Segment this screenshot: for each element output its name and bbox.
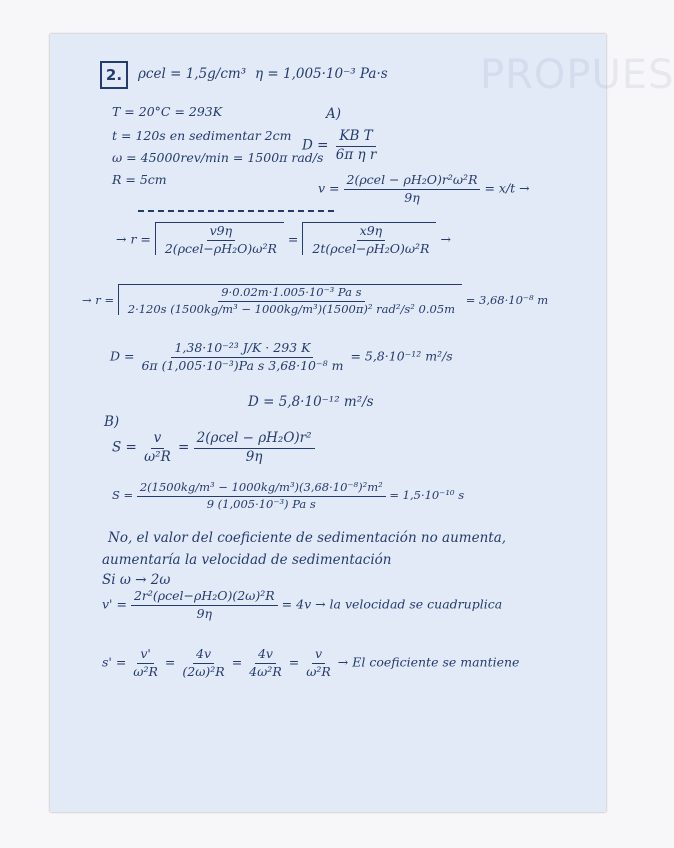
part-b-label: B) (104, 414, 120, 430)
velocity-formula: v = $\frac{\text{2(ρcel − ρH₂O)r²ω²R}}{9\eta}$ = x/t → (318, 172, 530, 205)
diffusion-numeric: D = $\frac{\text{1,38·10⁻²³ J/K · 293 K}}{\text{6π (1,005·10⁻³)Pa s 3,68·10⁻⁸ m}}$ = 5,8·10⁻¹² m²/s (110, 340, 453, 373)
background-watermark: PROPUES (480, 52, 674, 98)
velocity-doubled-formula: v' = $\frac{\text{2r²(ρcel−ρH₂O)(2ω)²R}}{9\eta}$ = 4v → la velocidad se cuadruplica (102, 588, 503, 621)
problem-number: 2. (100, 61, 128, 89)
radius-numeric: → r = $\frac{\text{9·0.02m·1.005·10⁻³ Pa s}}{\text{2·120s (1500kg/m³ − 1000kg/m³)(1500π)² rad²/s² 0.05m}}$ = 3,68·10⁻⁸ m (82, 285, 549, 316)
sedimentation-doubled-formula: s' = $\frac{v'}{\text{ω²R}}$ = $\frac{4v}{\text{(2ω)²R}}$ = $\frac{4v}{\text{4ω²R}}$ = $\frac{v}{\text{ω²R}}$ → El coeficiente se mantiene (102, 646, 520, 679)
answer-text-line-2: aumentaría la velocidad de sedimentación (102, 552, 392, 568)
part-a-label: A) (326, 106, 342, 122)
sedimentation-numeric: S = $\frac{\text{2(1500kg/m³ − 1000kg/m³)(3,68·10⁻⁸)²m²}}{\text{9 (1,005·10⁻³) Pa s}}$ = 1,5·10⁻¹⁰ s (112, 480, 465, 511)
given-viscosity: η = 1,005·10⁻³ Pa·s (255, 66, 388, 82)
handwritten-sheet (50, 34, 674, 812)
answer-text-line-1: No, el valor del coeficiente de sedimentación no aumenta, (108, 530, 507, 546)
omega-doubling: Si ω → 2ω (102, 572, 171, 588)
given-omega: ω = 45000rev/min = 1500π rad/s (112, 150, 324, 165)
radius-derivation: → r = $\frac{v9\eta}{\text{2(ρcel−ρH₂O)ω²R}}$ = $\frac{x9\eta}{\text{2t(ρcel−ρH₂O)ω²R}}$ → (116, 223, 451, 256)
sedimentation-formula: S = $\frac{v}{\text{ω²R}}$ = $\frac{\text{2(ρcel − ρH₂O)r²}}{9\eta}$ (112, 432, 315, 464)
given-temperature: T = 20°C = 293K (112, 104, 223, 119)
given-density: ρcel = 1,5g/cm³ (138, 66, 247, 82)
diffusion-formula: D = $\frac{\text{KB T}}{\text{6π η r}}$ (302, 128, 377, 163)
given-radius: R = 5cm (112, 172, 167, 187)
given-time: t = 120s en sedimentar 2cm (112, 128, 292, 143)
diffusion-final: D = 5,8·10⁻¹² m²/s (248, 394, 374, 410)
separator-dashes (138, 210, 334, 212)
